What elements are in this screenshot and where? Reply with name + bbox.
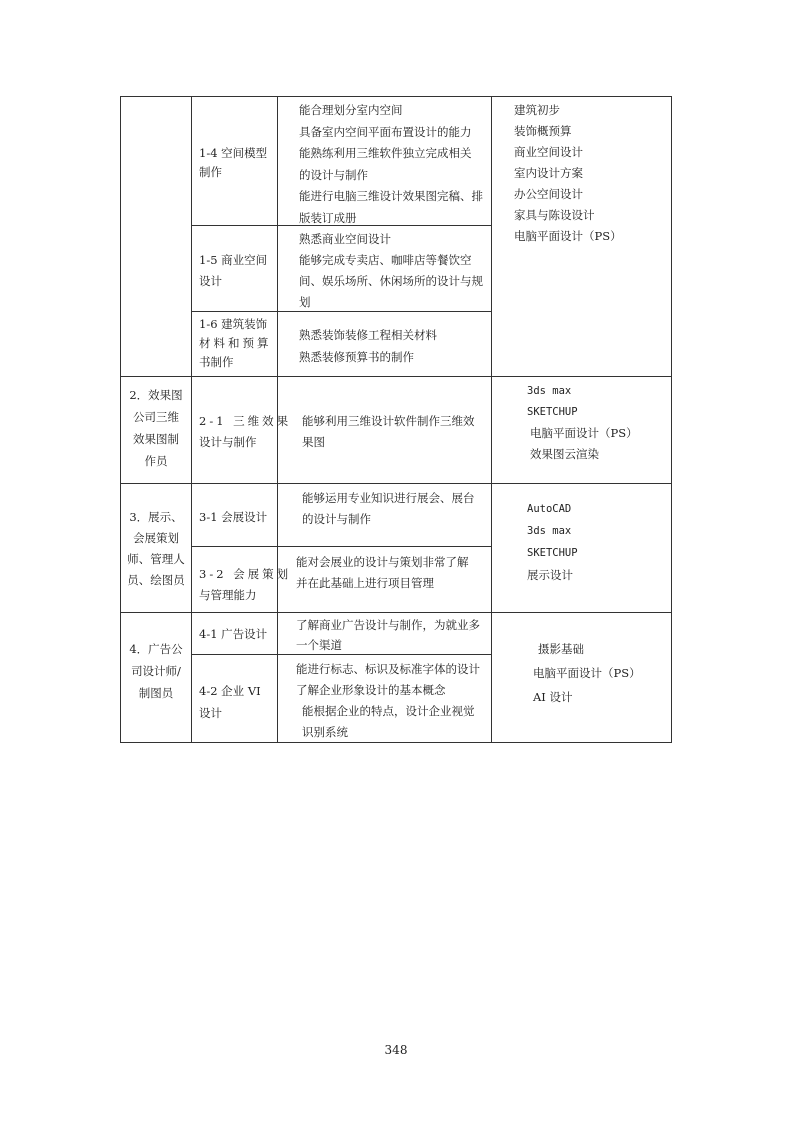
page-number: 348 xyxy=(384,1043,408,1057)
ability-description: 能进行标志、标识及标准字体的设计 了解企业形象设计的基本概念 能根据企业的特点，设计企业视觉 识别系统 xyxy=(296,662,480,739)
related-courses: 摄影基础 电脑平面设计（PS） AI 设计 xyxy=(533,642,641,704)
course-name: 4-2 企业 VI 设计 xyxy=(199,684,261,720)
ability-description: 熟悉商业空间设计 能够完成专卖店、咖啡店等餐饮空 间、娱乐场所、休闲场所的设计与规 划 xyxy=(299,232,483,309)
job-role: 4．广告公 司设计师/ 制图员 xyxy=(129,642,183,700)
job-role: 3．展示、 会展策划 师、管理人 员、绘图员 xyxy=(127,510,185,587)
related-courses: 3ds max SKETCHUP 电脑平面设计（PS） 效果图云渲染 xyxy=(527,385,638,461)
related-courses: AutoCAD 3ds max SKETCHUP 展示设计 xyxy=(527,503,578,582)
ability-description: 熟悉装饰装修工程相关材料 熟悉装修预算书的制作 xyxy=(299,328,437,364)
course-name: 1-6 建筑装饰 材料和预算 书制作 xyxy=(199,317,272,369)
job-role: 2．效果图 公司三维 效果图制 作员 xyxy=(129,388,183,468)
ability-description: 能够运用专业知识进行展会、展台 的设计与制作 xyxy=(302,491,475,526)
course-name: 1-5 商业空间 设计 xyxy=(199,253,268,288)
course-name: 3-1 会展设计 xyxy=(199,510,268,524)
course-name: 1-4 空间模型 制作 xyxy=(199,146,268,179)
ability-description: 能够利用三维设计软件制作三维效 果图 xyxy=(302,414,475,449)
ability-description: 能合理划分室内空间 具备室内空间平面布置设计的能力 能熟练利用三维软件独立完成相关 的设计与制作 能进行电脑三维设计效果图完稿、排 版装订成册 xyxy=(299,103,483,225)
ability-description: 能对会展业的设计与策划非常了解 并在此基础上进行项目管理 xyxy=(296,555,469,590)
course-name: 3-2 会展策划 与管理能力 xyxy=(199,567,292,602)
related-courses: 建筑初步 装饰概预算 商业空间设计 室内设计方案 办公空间设计 家具与陈设设计 电脑平面设计（PS） xyxy=(514,103,622,243)
ability-description: 了解商业广告设计与制作，为就业多 一个渠道 xyxy=(296,618,480,652)
course-name: 2-1 三维效果 设计与制作 xyxy=(199,414,292,449)
course-name: 4-1 广告设计 xyxy=(199,627,268,641)
